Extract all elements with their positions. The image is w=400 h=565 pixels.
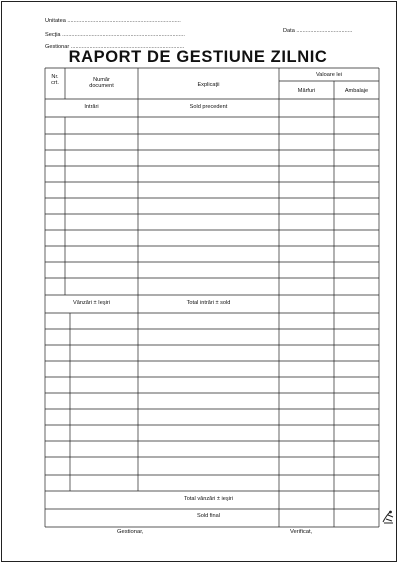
intrari-label: Intrări [84, 104, 99, 110]
col-numar-line1: Număr [93, 77, 110, 83]
sold-final-label: Sold final [196, 513, 220, 519]
unitatea-field[interactable]: Unitatea ......................................................................... [45, 18, 181, 24]
sectia-field[interactable]: Secţia ............................................................................... [45, 32, 185, 38]
col-explicatii: Explicaţii [197, 82, 220, 88]
footer-verificat: Verificat, [290, 529, 313, 535]
col-numar-document [65, 77, 138, 90]
sold-precedent-label: Sold precedent [189, 104, 228, 110]
data-field[interactable]: Data .................................... [283, 28, 353, 34]
footer-gestionar: Gestionar, [117, 529, 144, 535]
col-nr-crt [45, 74, 65, 87]
col-numar-line2: document [89, 83, 114, 90]
gestionar-field[interactable]: Gestionar ......................................................................... [45, 44, 185, 50]
total-intrari-sold-label: Total intrări ± sold [186, 300, 231, 306]
vanzari-iesiri-label: Vânzări ± Ieşiri [73, 300, 110, 306]
report-title: RAPORT DE GESTIUNE ZILNIC [68, 48, 328, 66]
col-valoare-lei: Valoare lei [315, 72, 342, 78]
publisher-logo-icon [381, 509, 395, 525]
col-marfuri: Mărfuri [297, 88, 316, 94]
col-nr-line2: crt. [51, 80, 59, 87]
col-nr-line1: Nr. [51, 74, 59, 80]
col-ambalaje: Ambalaje [344, 88, 369, 94]
total-vanzari-iesiri-label: Total vânzări ± ieşiri [183, 496, 234, 502]
